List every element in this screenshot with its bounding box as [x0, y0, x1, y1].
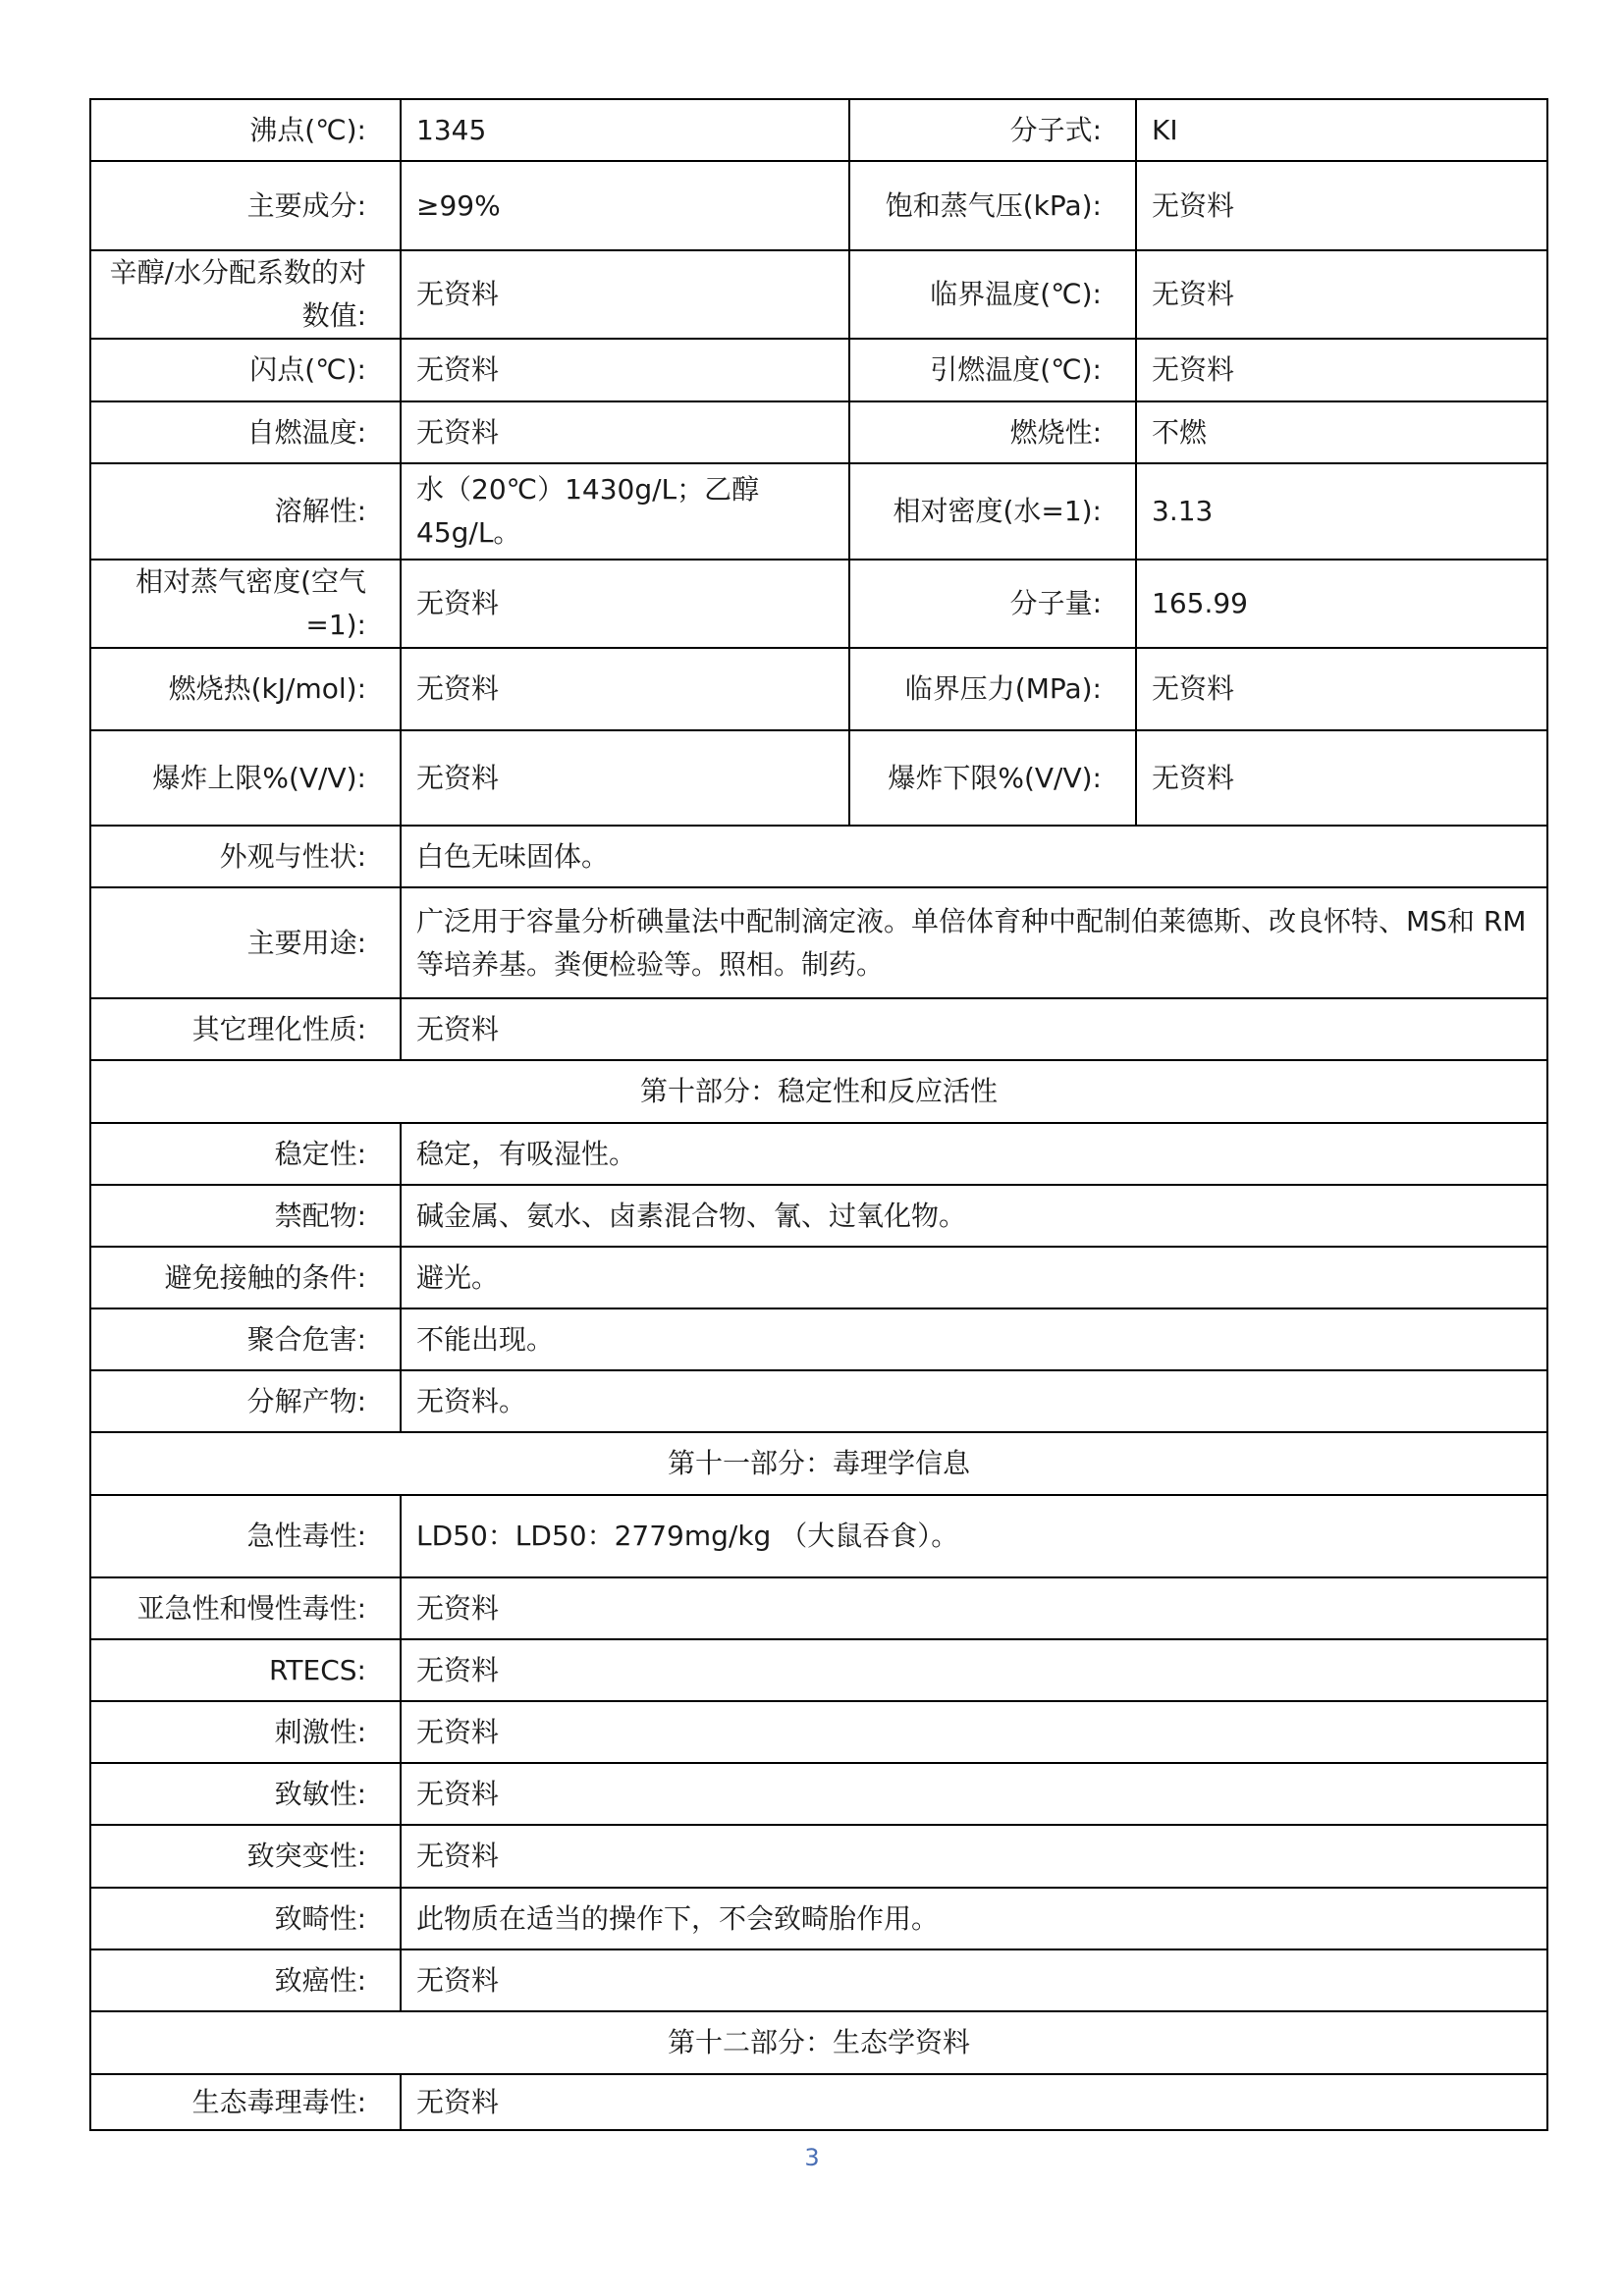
label-cell: 分子量: [849, 560, 1136, 648]
props-row-main-component [90, 161, 1547, 250]
props-row-vapor-density [90, 560, 1547, 648]
value-cell: 无资料 [401, 730, 849, 826]
section-title: 第十二部分：生态学资料 [90, 2011, 1547, 2074]
props-row-solubility [90, 463, 1547, 560]
value-cell: 无资料 [1136, 339, 1547, 401]
section-title: 第十一部分：毒理学信息 [90, 1432, 1547, 1495]
label-cell: 禁配物: [90, 1185, 401, 1247]
section-header-row [90, 2011, 1547, 2074]
value-cell: 3.13 [1136, 463, 1547, 560]
value-cell: 165.99 [1136, 560, 1547, 648]
value-cell: KI [1136, 99, 1547, 161]
value-cell: 此物质在适当的操作下，不会致畸胎作用。 [401, 1888, 1547, 1949]
table-row [90, 1308, 1547, 1370]
section-title: 第十部分：稳定性和反应活性 [90, 1060, 1547, 1123]
table-row [90, 1825, 1547, 1888]
section-header-row [90, 1432, 1547, 1495]
value-cell: 无资料 [1136, 730, 1547, 826]
value-cell: 无资料 [401, 401, 849, 463]
label-cell: 外观与性状: [90, 826, 401, 887]
label-cell: 避免接触的条件: [90, 1247, 401, 1308]
label-cell: 致癌性: [90, 1949, 401, 2011]
label-cell: 急性毒性: [90, 1495, 401, 1577]
props-row-autoignition [90, 401, 1547, 463]
value-cell: 无资料 [1136, 250, 1547, 339]
table-row [90, 1763, 1547, 1825]
label-cell: 相对蒸气密度(空气=1): [90, 560, 401, 648]
props-row-main-uses [90, 887, 1547, 998]
value-cell: 无资料 [401, 1949, 1547, 2011]
label-cell: 闪点(℃): [90, 339, 401, 401]
label-cell: 分子式: [849, 99, 1136, 161]
table-row [90, 1577, 1547, 1639]
value-cell: 1345 [401, 99, 849, 161]
label-cell: 饱和蒸气压(kPa): [849, 161, 1136, 250]
label-cell: 辛醇/水分配系数的对数值: [90, 250, 401, 339]
table-row [90, 1185, 1547, 1247]
label-cell: 相对密度(水=1): [849, 463, 1136, 560]
value-cell: 无资料 [401, 560, 849, 648]
label-cell: 致突变性: [90, 1825, 401, 1888]
page-number: 3 [804, 2144, 820, 2171]
label-cell: 稳定性: [90, 1123, 401, 1185]
value-cell: 无资料 [401, 2074, 1547, 2130]
value-cell: 不能出现。 [401, 1308, 1547, 1370]
label-cell: 引燃温度(℃): [849, 339, 1136, 401]
value-cell: 无资料 [401, 998, 1547, 1060]
label-cell: 爆炸上限%(V/V): [90, 730, 401, 826]
label-cell: 临界温度(℃): [849, 250, 1136, 339]
props-row-partition-coefficient [90, 250, 1547, 339]
table-row [90, 1247, 1547, 1308]
props-row-flash-point [90, 339, 1547, 401]
value-cell: 无资料 [401, 1701, 1547, 1763]
label-cell: 燃烧热(kJ/mol): [90, 648, 401, 730]
table-row [90, 1639, 1547, 1701]
table-row [90, 1949, 1547, 2011]
table-row [90, 1888, 1547, 1949]
label-cell: 自燃温度: [90, 401, 401, 463]
value-cell: 无资料 [401, 1763, 1547, 1825]
value-cell: 无资料。 [401, 1370, 1547, 1432]
value-cell: LD50：LD50：2779mg/kg （大鼠吞食）。 [401, 1495, 1547, 1577]
table-row [90, 1370, 1547, 1432]
props-row-other-properties [90, 998, 1547, 1060]
label-cell: 亚急性和慢性毒性: [90, 1577, 401, 1639]
value-cell: 无资料 [401, 1577, 1547, 1639]
props-row-combustion-heat [90, 648, 1547, 730]
value-cell: 无资料 [401, 250, 849, 339]
value-cell: 稳定，有吸湿性。 [401, 1123, 1547, 1185]
value-cell: 不燃 [1136, 401, 1547, 463]
table-row [90, 1701, 1547, 1763]
label-cell: 致敏性: [90, 1763, 401, 1825]
msds-table [89, 98, 1548, 2131]
value-cell: 无资料 [401, 1639, 1547, 1701]
value-cell: 无资料 [401, 648, 849, 730]
value-cell: 白色无味固体。 [401, 826, 1547, 887]
value-cell: 无资料 [1136, 648, 1547, 730]
label-cell: 聚合危害: [90, 1308, 401, 1370]
value-cell: 水（20℃）1430g/L；乙醇45g/L。 [401, 463, 849, 560]
table-row [90, 1123, 1547, 1185]
label-cell: 刺激性: [90, 1701, 401, 1763]
label-cell: 其它理化性质: [90, 998, 401, 1060]
value-cell: 避光。 [401, 1247, 1547, 1308]
props-row-boiling-point [90, 99, 1547, 161]
table-row [90, 1495, 1547, 1577]
label-cell: 致畸性: [90, 1888, 401, 1949]
props-row-appearance [90, 826, 1547, 887]
section-header-row [90, 1060, 1547, 1123]
table-row [90, 2074, 1547, 2130]
label-cell: 生态毒理毒性: [90, 2074, 401, 2130]
label-cell: 临界压力(MPa): [849, 648, 1136, 730]
label-cell: 分解产物: [90, 1370, 401, 1432]
value-cell: 碱金属、氨水、卤素混合物、氰、过氧化物。 [401, 1185, 1547, 1247]
label-cell: 溶解性: [90, 463, 401, 560]
label-cell: 主要用途: [90, 887, 401, 998]
label-cell: 沸点(℃): [90, 99, 401, 161]
value-cell: ≥99% [401, 161, 849, 250]
value-cell: 无资料 [401, 1825, 1547, 1888]
label-cell: RTECS: [90, 1639, 401, 1701]
label-cell: 主要成分: [90, 161, 401, 250]
props-row-explosion-limits [90, 730, 1547, 826]
value-cell: 无资料 [1136, 161, 1547, 250]
value-cell: 无资料 [401, 339, 849, 401]
label-cell: 爆炸下限%(V/V): [849, 730, 1136, 826]
value-cell: 广泛用于容量分析碘量法中配制滴定液。单倍体育种中配制伯莱德斯、改良怀特、MS和 RM 等培养基。粪便检验等。照相。制药。 [401, 887, 1547, 998]
label-cell: 燃烧性: [849, 401, 1136, 463]
